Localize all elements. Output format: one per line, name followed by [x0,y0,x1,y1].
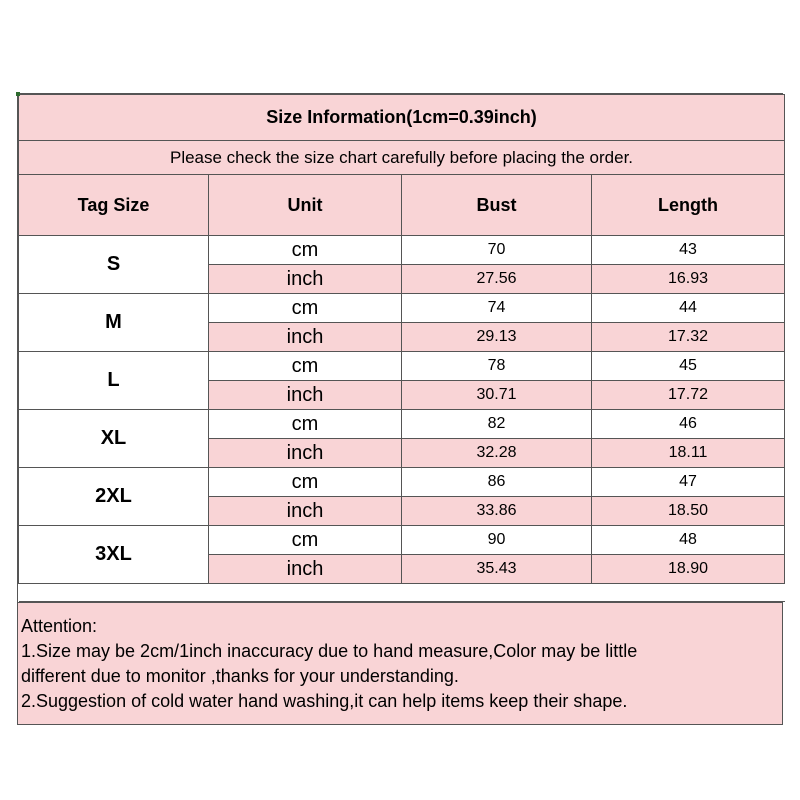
bust-inch: 30.71 [402,381,592,410]
length-inch: 18.11 [592,439,785,468]
table-row [19,352,785,381]
table-row [19,236,785,265]
bust-cm: 86 [402,468,592,497]
bust-inch: 33.86 [402,497,592,526]
size-tag: S [19,236,209,294]
length-inch: 16.93 [592,265,785,294]
unit-inch: inch [209,323,402,352]
chart-title: Size Information(1cm=0.39inch) [19,95,785,141]
title-row [19,95,785,141]
table-row [19,410,785,439]
attention-line-2: different due to monitor ,thanks for your understanding. [21,666,459,686]
notice-row [19,141,785,175]
bust-cm: 90 [402,526,592,555]
length-cm: 47 [592,468,785,497]
length-inch: 17.32 [592,323,785,352]
attention-line-1: 1.Size may be 2cm/1inch inaccuracy due to hand measure,Color may be little [21,641,638,661]
bust-cm: 74 [402,294,592,323]
bust-inch: 32.28 [402,439,592,468]
unit-inch: inch [209,497,402,526]
length-inch: 17.72 [592,381,785,410]
size-tag: L [19,352,209,410]
unit-cm: cm [209,352,402,381]
table-row [19,294,785,323]
length-cm: 46 [592,410,785,439]
unit-inch: inch [209,381,402,410]
length-cm: 43 [592,236,785,265]
size-tag: 2XL [19,468,209,526]
attention-heading: Attention: [21,616,98,636]
table-row [19,468,785,497]
length-inch: 18.50 [592,497,785,526]
bust-cm: 78 [402,352,592,381]
length-cm: 44 [592,294,785,323]
header-bust: Bust [402,175,592,236]
bust-inch: 29.13 [402,323,592,352]
unit-inch: inch [209,555,402,584]
size-table [18,94,785,602]
spacer-cell [19,584,785,602]
length-cm: 45 [592,352,785,381]
length-inch: 18.90 [592,555,785,584]
size-tag: XL [19,410,209,468]
size-tag: M [19,294,209,352]
table-row [19,526,785,555]
header-row [19,175,785,236]
attention-line-3: 2.Suggestion of cold water hand washing,it can help items keep their shape. [21,691,628,711]
header-tag-size: Tag Size [19,175,209,236]
bust-inch: 35.43 [402,555,592,584]
unit-cm: cm [209,236,402,265]
unit-cm: cm [209,294,402,323]
header-unit: Unit [209,175,402,236]
header-length: Length [592,175,785,236]
length-cm: 48 [592,526,785,555]
size-tag: 3XL [19,526,209,584]
unit-cm: cm [209,468,402,497]
unit-inch: inch [209,265,402,294]
unit-inch: inch [209,439,402,468]
attention-note [18,602,782,724]
chart-notice: Please check the size chart carefully before placing the order. [19,141,785,175]
unit-cm: cm [209,526,402,555]
table-spacer [19,584,785,602]
unit-cm: cm [209,410,402,439]
bust-cm: 82 [402,410,592,439]
bust-cm: 70 [402,236,592,265]
size-chart [17,93,783,725]
bust-inch: 27.56 [402,265,592,294]
